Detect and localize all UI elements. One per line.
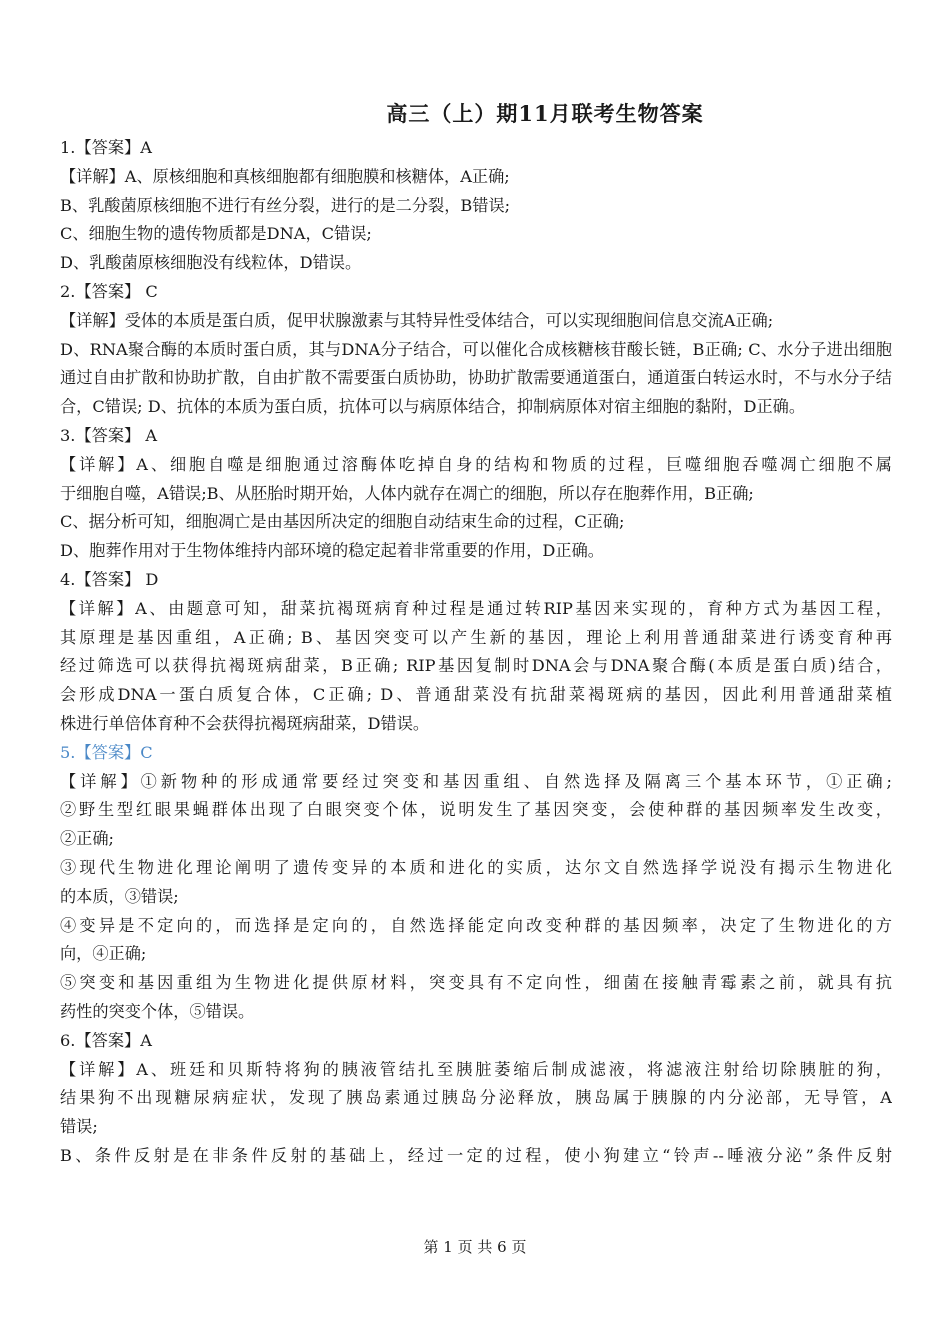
text-line: 【详解】受体的本质是蛋白质，促甲状腺激素与其特异性受体结合，可以实现细胞间信息交流A正确; xyxy=(60,310,774,330)
text-line: 会形成DNA一蛋白质复合体，C正确; D、普通甜菜没有抗甜菜褐斑病的基因，因此利用普通甜菜植 xyxy=(60,685,892,705)
text-line: 【详解】A、班廷和贝斯特将狗的胰液管结扎至胰脏萎缩后制成滤液，将滤液注射给切除胰脏的狗， xyxy=(60,1059,892,1079)
text-line: 1.【答案】A xyxy=(60,138,152,157)
text-line: ②正确; xyxy=(60,829,115,849)
text-line: 3.【答案】 A xyxy=(60,425,158,445)
text-line: 2.【答案】 C xyxy=(60,281,158,301)
text-line: 其原理是基因重组，A正确; B、基因突变可以产生新的基因，理论上利用普通甜菜进行诱变育种再 xyxy=(60,627,892,647)
text-line: 【详解】①新物种的形成通常要经过突变和基因重组、自然选择及隔离三个基本环节，①正确; xyxy=(60,771,892,791)
text-line: C、细胞生物的遗传物质都是DNA，C错误; xyxy=(60,224,372,244)
text-line: 【详解】A、细胞自噬是细胞通过溶酶体吃掉自身的结构和物质的过程，巨噬细胞吞噬凋亡细胞不属 xyxy=(60,454,892,474)
document-title: 高三（上）期11月联考生物答案 xyxy=(386,101,704,126)
text-line: ⑤突变和基因重组为生物进化提供原材料，突变具有不定向性，细菌在接触青霉素之前，就具有抗 xyxy=(60,973,892,993)
text-line: 株进行单倍体育种不会获得抗褐斑病甜菜，D错误。 xyxy=(60,713,430,733)
text-line: 【详解】A、原核细胞和真核细胞都有细胞膜和核糖体，A正确; xyxy=(60,166,510,186)
text-line: 结果狗不出现糖尿病症状，发现了胰岛素通过胰岛分泌释放，胰岛属于胰腺的内分泌部，无导管，A xyxy=(60,1088,892,1108)
text-line: 向，④正确; xyxy=(60,944,147,964)
text-line: 4.【答案】 D xyxy=(60,569,159,589)
text-line: 6.【答案】A xyxy=(60,1030,152,1050)
text-line: D、胞葬作用对于生物体维持内部环境的稳定起着非常重要的作用，D正确。 xyxy=(60,541,604,561)
text-line: 经过筛选可以获得抗褐斑病甜菜，B正确; RIP基因复制时DNA会与DNA聚合酶(本质是蛋白质)结合， xyxy=(60,656,892,676)
text-line: C、据分析可知，细胞凋亡是由基因所决定的细胞自动结束生命的过程，C正确; xyxy=(60,512,625,532)
text-line: 的本质，③错误; xyxy=(60,886,179,906)
text-line: 【详解】A、由题意可知，甜菜抗褐斑病育种过程是通过转RIP基因来实现的，育种方式为基因工程， xyxy=(60,598,892,618)
text-line: ④变异是不定向的，而选择是定向的，自然选择能定向改变种群的基因频率，决定了生物进化的方 xyxy=(60,915,892,935)
text-line: ③现代生物进化理论阐明了遗传变异的本质和进化的实质，达尔文自然选择学说没有揭示生物进化 xyxy=(60,857,892,877)
text-line: B、条件反射是在非条件反射的基础上，经过一定的过程，使小狗建立“铃声--唾液分泌”条件反射 xyxy=(60,1145,892,1165)
answer-content xyxy=(60,134,892,1171)
text-line: D、乳酸菌原核细胞没有线粒体，D错误。 xyxy=(60,253,362,273)
text-line: D、RNA聚合酶的本质时蛋白质，其与DNA分子结合，可以催化合成核糖核苷酸长链，B正确; C、水分子进出细胞 xyxy=(60,339,892,359)
page-footer: 第 1 页 共 6 页 xyxy=(423,1238,527,1256)
text-line: 合，C错误; D、抗体的本质为蛋白质，抗体可以与病原体结合，抑制病原体对宿主细胞的黏附，D正确。 xyxy=(60,397,806,417)
text-line: B、乳酸菌原核细胞不进行有丝分裂，进行的是二分裂，B错误; xyxy=(60,195,511,215)
text-line: 于细胞自噬，A错误;B、从胚胎时期开始，人体内就存在凋亡的细胞，所以存在胞葬作用，B正确; xyxy=(60,483,754,503)
text-line: 错误; xyxy=(60,1117,98,1137)
text-line: 通过自由扩散和协助扩散，自由扩散不需要蛋白质协助，协助扩散需要通道蛋白，通道蛋白转运水时，不与水分子结 xyxy=(60,368,892,388)
text-line: ②野生型红眼果蝇群体出现了白眼突变个体，说明发生了基因突变，会使种群的基因频率发生改变， xyxy=(60,800,892,820)
text-line: 药性的突变个体，⑤错误。 xyxy=(60,1001,255,1021)
text-line: 5.【答案】C xyxy=(60,742,153,762)
